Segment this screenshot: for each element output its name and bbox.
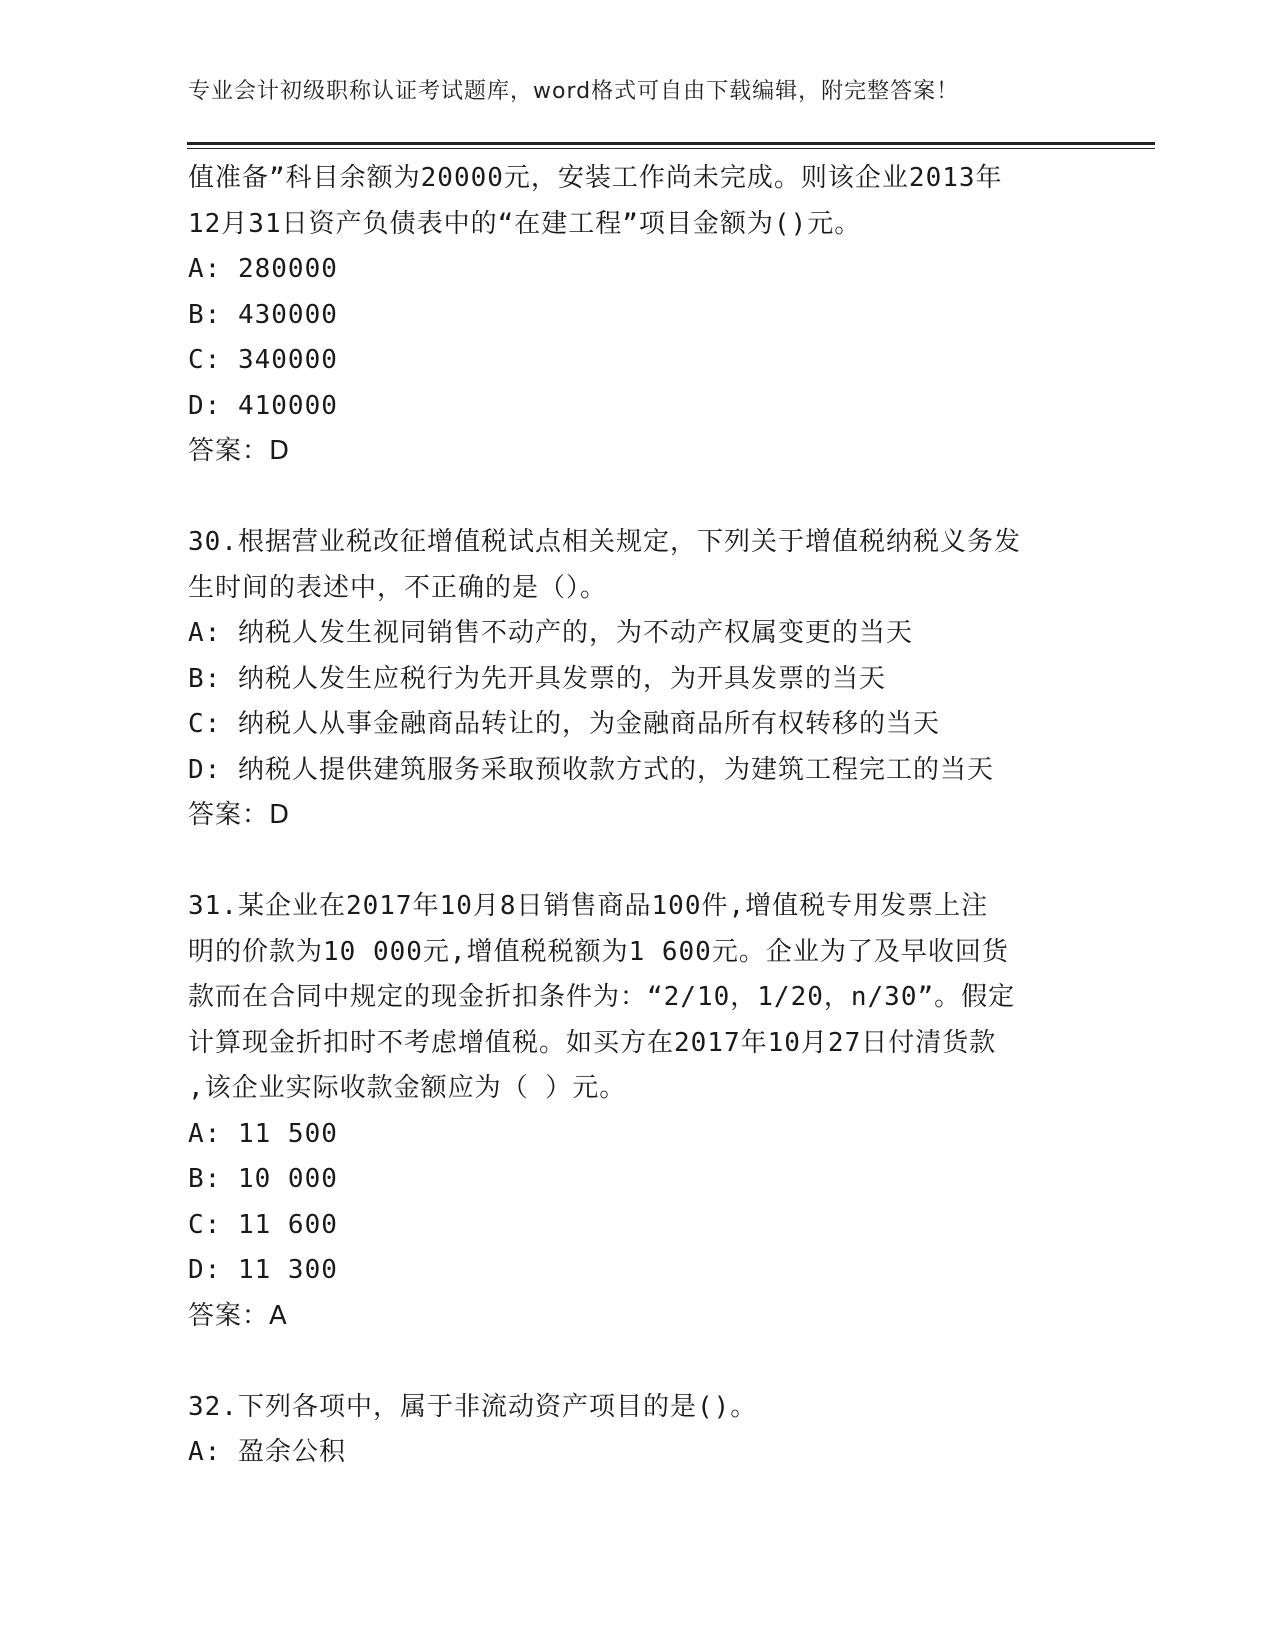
option-d: D: 11 300 bbox=[188, 1255, 338, 1285]
option-a: A: 盈余公积 bbox=[188, 1437, 346, 1467]
option-b: B: 10 000 bbox=[188, 1164, 338, 1194]
spacer bbox=[188, 839, 1088, 885]
page-header: 专业会计初级职称认证考试题库，word格式可自由下载编辑，附完整答案！ bbox=[188, 79, 960, 104]
question-stem-line: 明的价款为10 000元,增值税税额为1 600元。企业为了及早收回货 bbox=[188, 936, 1009, 967]
question-30 bbox=[188, 520, 1088, 839]
question-stem-line: 生时间的表述中，不正确的是（）。 bbox=[188, 572, 608, 603]
answer-line: 答案：A bbox=[188, 1300, 288, 1331]
answer-line: 答案：D bbox=[188, 436, 291, 466]
question-stem-line: 值准备”科目余额为20000元，安装工作尚未完成。则该企业2013年 bbox=[188, 163, 1003, 193]
question-29 bbox=[188, 156, 1088, 475]
answer-line: 答案：D bbox=[188, 800, 291, 830]
option-a: A: 280000 bbox=[188, 254, 338, 284]
question-stem-line: 计算现金折扣时不考虑增值税。如买方在2017年10月27日付清货款 bbox=[188, 1027, 997, 1058]
question-stem-line: 32.下列各项中，属于非流动资产项目的是()。 bbox=[188, 1391, 758, 1422]
option-b: B: 纳税人发生应税行为先开具发票的，为开具发票的当天 bbox=[188, 663, 886, 694]
option-d: D: 纳税人提供建筑服务采取预收款方式的，为建筑工程完工的当天 bbox=[188, 754, 994, 785]
header-rule-thick bbox=[187, 142, 1155, 145]
spacer bbox=[188, 1339, 1088, 1385]
question-31 bbox=[188, 884, 1088, 1339]
option-d: D: 410000 bbox=[188, 390, 338, 421]
option-c: C: 340000 bbox=[188, 345, 338, 375]
question-stem-line: 12月31日资产负债表中的“在建工程”项目金额为()元。 bbox=[188, 208, 862, 239]
option-b: B: 430000 bbox=[188, 299, 338, 330]
question-stem-line: 款而在合同中规定的现金折扣条件为：“2/10，1/20，n/30”。假定 bbox=[188, 982, 1016, 1012]
option-a: A: 纳税人发生视同销售不动产的，为不动产权属变更的当天 bbox=[188, 618, 913, 648]
option-a: A: 11 500 bbox=[188, 1118, 338, 1149]
question-stem-line: ,该企业实际收款金额应为（ ）元。 bbox=[188, 1073, 627, 1103]
question-32 bbox=[188, 1385, 1088, 1476]
question-stem-line: 31.某企业在2017年10月8日销售商品100件,增值税专用发票上注 bbox=[188, 891, 989, 921]
option-c: C: 11 600 bbox=[188, 1209, 338, 1240]
spacer bbox=[188, 475, 1088, 521]
question-content bbox=[188, 156, 1088, 1476]
option-c: C: 纳税人从事金融商品转让的，为金融商品所有权转移的当天 bbox=[188, 709, 940, 739]
header-rule-thin bbox=[187, 148, 1155, 149]
question-stem-line: 30.根据营业税改征增值税试点相关规定，下列关于增值税纳税义务发 bbox=[188, 527, 1021, 557]
